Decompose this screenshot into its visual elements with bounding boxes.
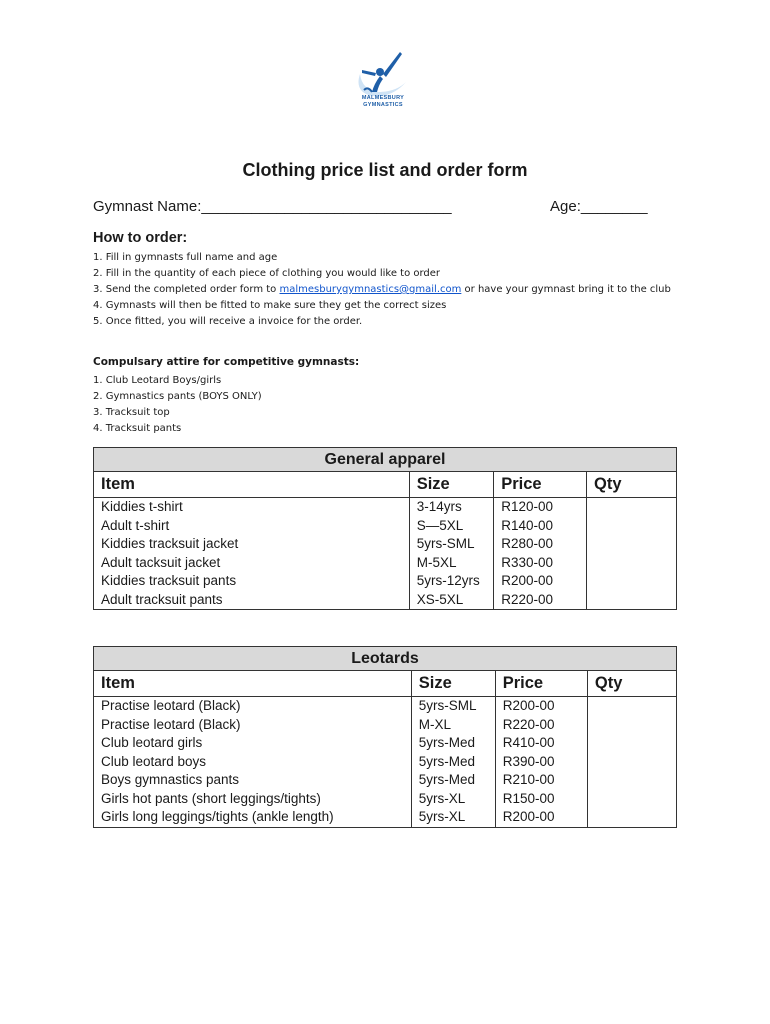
cell-item: Girls hot pants (short leggings/tights) <box>94 790 412 809</box>
general-apparel-table <box>93 447 677 610</box>
cell-item: Kiddies tracksuit jacket <box>94 535 410 554</box>
compulsory-list <box>93 373 262 437</box>
step-1: 1. Fill in gymnasts full name and age <box>93 252 278 263</box>
table-row <box>94 535 677 554</box>
cell-qty[interactable] <box>587 771 676 790</box>
logo-text <box>340 95 426 109</box>
compulsory-item: 4. Tracksuit pants <box>93 423 182 434</box>
cell-qty[interactable] <box>587 790 676 809</box>
cell-price: R390-00 <box>495 753 587 772</box>
how-to-order-heading: How to order: <box>93 230 188 246</box>
step-2: 2. Fill in the quantity of each piece of clothing you would like to order <box>93 268 441 279</box>
age-field[interactable]: Age:________ <box>550 198 648 215</box>
cell-size: 5yrs-XL <box>411 790 495 809</box>
cell-size: 5yrs-XL <box>411 808 495 827</box>
cell-qty[interactable] <box>587 734 676 753</box>
compulsory-heading: Compulsary attire for competitive gymnasts: <box>93 356 360 368</box>
table-row <box>94 790 677 809</box>
table-row <box>94 498 677 517</box>
cell-size: M-XL <box>411 716 495 735</box>
cell-size: 5yrs-SML <box>409 535 494 554</box>
table-row <box>94 771 677 790</box>
cell-qty[interactable] <box>587 697 676 716</box>
cell-item: Adult t-shirt <box>94 517 410 536</box>
table-row <box>94 591 677 610</box>
step-3 <box>93 282 683 298</box>
col-header-qty: Qty <box>587 472 677 498</box>
cell-qty[interactable] <box>587 753 676 772</box>
cell-qty[interactable] <box>587 572 677 591</box>
cell-price: R220-00 <box>495 716 587 735</box>
cell-price: R120-00 <box>494 498 587 517</box>
table-row <box>94 572 677 591</box>
cell-item: Club leotard boys <box>94 753 412 772</box>
col-header-price: Price <box>494 472 587 498</box>
table-row <box>94 808 677 827</box>
email-link[interactable]: malmesburygymnastics@gmail.com <box>279 284 462 295</box>
cell-item: Girls long leggings/tights (ankle length) <box>94 808 412 827</box>
cell-size: S—5XL <box>409 517 494 536</box>
leotards-caption: Leotards <box>94 647 677 671</box>
step-5: 5. Once fitted, you will receive a invoice for the order. <box>93 316 363 327</box>
cell-qty[interactable] <box>587 716 676 735</box>
table-row <box>94 753 677 772</box>
cell-price: R220-00 <box>494 591 587 610</box>
step-3-suffix: or have your gymnast bring it to the club <box>461 284 671 295</box>
col-header-item: Item <box>94 472 410 498</box>
gymnast-name-field[interactable]: Gymnast Name:______________________________ <box>93 198 452 215</box>
cell-price: R280-00 <box>494 535 587 554</box>
cell-item: Kiddies tracksuit pants <box>94 572 410 591</box>
cell-size: 5yrs-12yrs <box>409 572 494 591</box>
cell-item: Boys gymnastics pants <box>94 771 412 790</box>
leotards-table <box>93 646 677 828</box>
cell-qty[interactable] <box>587 535 677 554</box>
cell-price: R140-00 <box>494 517 587 536</box>
col-header-qty: Qty <box>587 671 676 697</box>
cell-price: R200-00 <box>495 697 587 716</box>
table-row <box>94 554 677 573</box>
col-header-size: Size <box>409 472 494 498</box>
table-row <box>94 697 677 716</box>
step-4: 4. Gymnasts will then be fitted to make sure they get the correct sizes <box>93 300 447 311</box>
table-row <box>94 716 677 735</box>
step-3-text: 3. Send the completed order form to <box>93 284 277 295</box>
cell-size: 3-14yrs <box>409 498 494 517</box>
cell-item: Adult tacksuit jacket <box>94 554 410 573</box>
logo-line-1: MALMESBURY <box>361 95 405 101</box>
col-header-size: Size <box>411 671 495 697</box>
cell-price: R200-00 <box>495 808 587 827</box>
cell-item: Club leotard girls <box>94 734 412 753</box>
cell-size: M-5XL <box>409 554 494 573</box>
cell-size: XS-5XL <box>409 591 494 610</box>
cell-qty[interactable] <box>587 591 677 610</box>
order-steps <box>93 250 683 330</box>
logo-line-2: GYMNASTICS <box>363 102 403 108</box>
general-apparel-caption: General apparel <box>94 448 677 472</box>
cell-price: R150-00 <box>495 790 587 809</box>
cell-item: Adult tracksuit pants <box>94 591 410 610</box>
cell-price: R200-00 <box>494 572 587 591</box>
cell-qty[interactable] <box>587 498 677 517</box>
cell-qty[interactable] <box>587 517 677 536</box>
cell-item: Kiddies t-shirt <box>94 498 410 517</box>
cell-qty[interactable] <box>587 808 676 827</box>
cell-price: R210-00 <box>495 771 587 790</box>
cell-item: Practise leotard (Black) <box>94 697 412 716</box>
table-row <box>94 517 677 536</box>
col-header-price: Price <box>495 671 587 697</box>
col-header-item: Item <box>94 671 412 697</box>
cell-size: 5yrs-Med <box>411 753 495 772</box>
cell-size: 5yrs-Med <box>411 771 495 790</box>
table-row <box>94 734 677 753</box>
page-title: Clothing price list and order form <box>242 160 528 180</box>
cell-price: R410-00 <box>495 734 587 753</box>
compulsory-item: 1. Club Leotard Boys/girls <box>93 375 222 386</box>
cell-size: 5yrs-SML <box>411 697 495 716</box>
cell-price: R330-00 <box>494 554 587 573</box>
compulsory-item: 2. Gymnastics pants (BOYS ONLY) <box>93 391 262 402</box>
cell-size: 5yrs-Med <box>411 734 495 753</box>
cell-item: Practise leotard (Black) <box>94 716 412 735</box>
cell-qty[interactable] <box>587 554 677 573</box>
compulsory-item: 3. Tracksuit top <box>93 407 170 418</box>
